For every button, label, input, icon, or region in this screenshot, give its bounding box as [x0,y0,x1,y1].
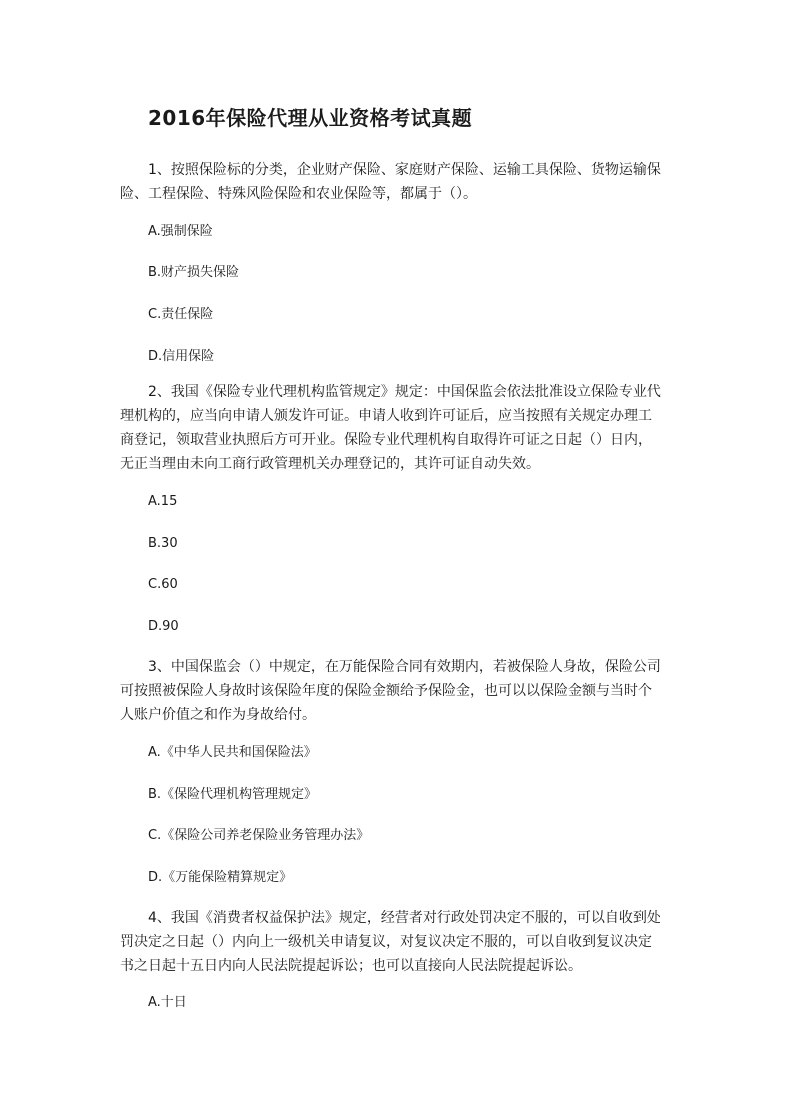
question-1-stem: 1、按照保险标的分类，企业财产保险、家庭财产保险、运输工具保险、货物运输保险、工程保险、特殊风险保险和农业保险等，都属于（）。 [120,162,661,202]
question-4-option-a: A.十日 [148,995,187,1010]
question-2-option-c: C.60 [148,577,178,592]
question-3-option-c: C.《保险公司养老保险业务管理办法》 [148,828,370,843]
question-1-option-d: D.信用保险 [148,349,215,364]
question-1-option-a: A.强制保险 [148,224,213,239]
question-2-option-b: B.30 [148,536,178,551]
question-2-option-d: D.90 [148,619,179,634]
question-2-stem: 2、我国《保险专业代理机构监管规定》规定：中国保监会依法批准设立保险专业代理机构的，应当向申请人颁发许可证。申请人收到许可证后，应当按照有关规定办理工商登记，领取营业执照后方可开业。保险专业代理机构自取得许可证之日起（）日内，无正当理由未向工商行政管理机关办理登记的，其许可证自动失效。 [120,384,661,472]
question-1-option-c: C.责任保险 [148,307,214,322]
question-1-option-b: B.财产损失保险 [148,265,240,280]
question-3-option-b: B.《保险代理机构管理规定》 [148,787,318,802]
question-3-option-d: D.《万能保险精算规定》 [148,870,293,885]
question-3-stem: 3、中国保监会（）中规定，在万能保险合同有效期内，若被保险人身故，保险公司可按照被保险人身故时该保险年度的保险金额给予保险金，也可以以保险金额与当时个人账户价值之和作为身故给付。 [120,659,661,723]
question-4-stem: 4、我国《消费者权益保护法》规定，经营者对行政处罚决定不服的，可以自收到处罚决定之日起（）内向上一级机关申请复议，对复议决定不服的，可以自收到复议决定书之日起十五日内向人民法院提起诉讼；也可以直接向人民法院提起诉讼。 [120,910,661,974]
question-3-option-a: A.《中华人民共和国保险法》 [148,745,317,760]
question-2-option-a: A.15 [148,494,178,509]
page-title: 2016年保险代理从业资格考试真题 [148,106,473,130]
